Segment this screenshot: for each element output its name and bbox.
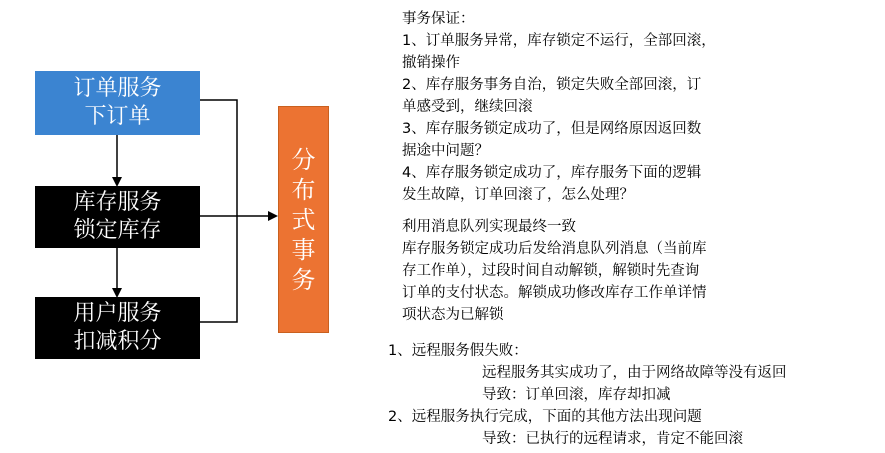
mq-line: 存工作单），过段时间自动解锁，解锁时先查询 <box>402 263 700 279</box>
guarantee-line: 据途中问题？ <box>402 143 489 159</box>
mq-line: 项状态为已解锁 <box>402 307 504 323</box>
bracket-line <box>200 100 237 322</box>
remote-item-1-detail: 远程服务其实成功了，由于网络故障等没有返回 <box>482 365 787 381</box>
remote-item-2-detail: 导致：已执行的远程请求，肯定不能回滚 <box>482 431 743 447</box>
remote-item-2: 2、远程服务执行完成，下面的其他方法出现问题 <box>388 409 702 425</box>
guarantee-line: 发生故障，订单回滚了，怎么处理？ <box>402 187 634 203</box>
mq-line: 库存服务锁定成功后发给消息队列消息（当前库 <box>402 241 707 257</box>
guarantee-heading: 事务保证： <box>402 11 475 27</box>
user-service-box <box>35 297 200 359</box>
guarantee-line: 撤销操作 <box>402 55 460 71</box>
mq-heading: 利用消息队列实现最终一致 <box>402 219 576 235</box>
inventory-service-title: 库存服务 <box>73 190 162 215</box>
distributed-char: 分 <box>291 145 316 174</box>
guarantee-line: 3、库存服务锁定成功了，但是网络原因返回数 <box>402 121 702 137</box>
user-service-title: 用户服务 <box>73 301 162 326</box>
message-queue-notes <box>402 216 707 326</box>
guarantee-line: 1、订单服务异常，库存锁定不运行，全部回滚， <box>402 33 716 49</box>
distributed-transaction-box <box>278 106 329 333</box>
order-service-action: 下订单 <box>84 104 151 129</box>
transaction-guarantee-notes <box>402 8 716 206</box>
distributed-char: 式 <box>291 205 316 234</box>
order-service-box <box>35 71 200 135</box>
remote-item-1-detail: 导致：订单回滚，库存却扣减 <box>482 387 671 403</box>
distributed-char: 布 <box>291 175 316 204</box>
user-service-action: 扣减积分 <box>73 329 162 354</box>
distributed-char: 务 <box>291 265 316 294</box>
guarantee-line: 2、库存服务事务自治，锁定失败全部回滚，订 <box>402 77 702 93</box>
inventory-service-action: 锁定库存 <box>73 218 162 243</box>
distributed-char: 事 <box>291 235 316 264</box>
inventory-service-box <box>35 186 200 248</box>
guarantee-line: 单感受到，继续回滚 <box>402 99 533 115</box>
remote-item-1: 1、远程服务假失败： <box>388 343 528 359</box>
guarantee-line: 4、库存服务锁定成功了，库存服务下面的逻辑 <box>402 165 702 181</box>
remote-service-notes <box>388 340 787 450</box>
mq-line: 订单的支付状态。解锁成功修改库存工作单详情 <box>402 285 707 301</box>
order-service-title: 订单服务 <box>73 76 162 101</box>
